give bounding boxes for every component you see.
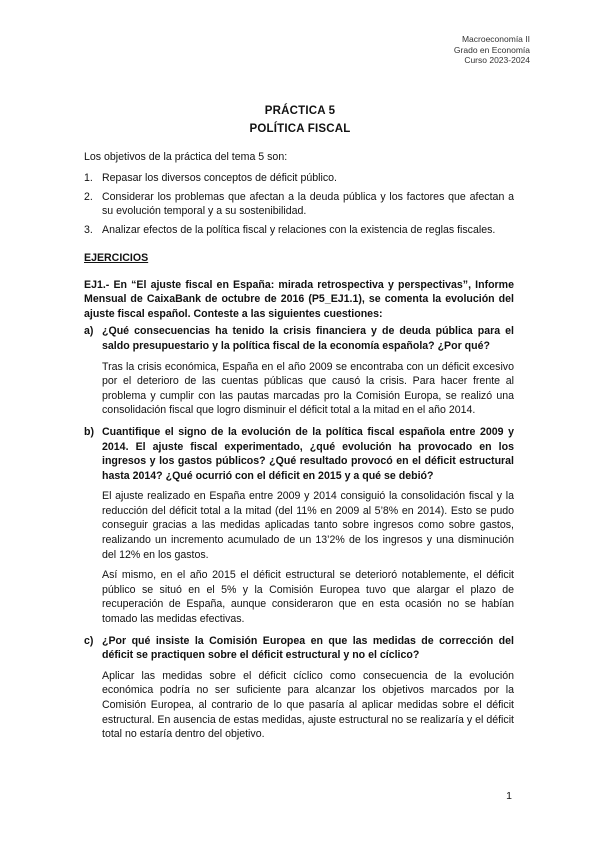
objectives-list	[84, 171, 514, 238]
course-header	[454, 34, 530, 66]
question-block	[84, 324, 514, 418]
question-text: ¿Qué consecuencias ha tenido la crisis financiera y de deuda pública para el saldo presupuestario y la política fiscal de la economía española? ¿Por qué?	[102, 325, 514, 352]
header-degree: Grado en Economía	[453, 44, 530, 55]
objective-item	[84, 190, 514, 219]
objective-number: 3.	[84, 224, 93, 237]
question	[84, 324, 514, 353]
question-block	[84, 425, 514, 627]
answer	[84, 489, 514, 626]
document-body	[84, 150, 514, 749]
question-text: ¿Por qué insiste la Comisión Europea en que las medidas de corrección del déficit se practiquen sobre el déficit estructural y no el cíclico?	[102, 634, 514, 662]
question-letter: a)	[84, 325, 94, 338]
answer-paragraph: Así mismo, en el año 2015 el déficit estructural se deterioró notablemente, el déficit público se situó en el 5% y la Comisión Europea tuvo que alargar el plazo de recuperación de España, aunque consideraron que en esta ocasión no se habían tomado las medidas efectivas.	[102, 569, 514, 626]
header-subject: Macroeconomía II	[461, 34, 530, 44]
answer-paragraph: Aplicar las medidas sobre el déficit cíclico como consecuencia de la evolución económica podría no ser suficiente para alcanzar los objetivos marcados por la Comisión Europea, al contrario de lo que pasaría al aplicar medidas sobre el déficit estructural. En ausencia de estas medidas, ajuste estructural no se realizaría y el déficit total no estaría dentro del objetivo.	[102, 669, 514, 741]
header-course-year: Curso 2023-2024	[464, 55, 530, 66]
objective-item	[84, 171, 514, 186]
question-letter: c)	[84, 634, 94, 647]
objective-number: 1.	[84, 171, 93, 184]
answer-paragraph: Tras la crisis económica, España en el año 2009 se encontraba con un déficit excesivo por el deterioro de las cuentas públicas que causó la crisis. Para hacer frente al problema y cumplir con las pautas marcadas pro la Comisión Europa, se realizó una consolidación fiscal que logro disminuir el déficit total a la mitad en el año 2014.	[102, 360, 514, 417]
page-number: 1	[506, 790, 512, 802]
answer-paragraph: El ajuste realizado en España entre 2009 y 2014 consiguió la consolidación fiscal y la reducción del déficit total a la mitad (del 11% en 2009 al 5’8% en 2014). Esto se pudo conseguir gracias a las medidas aplicadas tanto sobre ingresos como sobre gastos, realizando un incremento acumulado de un 13’2% de los ingresos y una disminución del 12% en los gastos.	[102, 490, 514, 561]
exercise-statement: EJ1.- En “El ajuste fiscal en España: mirada retrospectiva y perspectivas”, Informe Mensual de CaixaBank de octubre de 2016 (P5_EJ1.1), se comenta la evolución del ajuste fiscal español. Conteste a las siguientes cuestiones:	[84, 278, 514, 320]
question-block	[84, 634, 514, 742]
page-subtitle: POLÍTICA FISCAL	[249, 123, 351, 135]
objective-text: Considerar los problemas que afectan a la deuda pública y los factores que afectan a su evolución temporal y a su sostenibilidad.	[102, 190, 514, 218]
question-text: Cuantifique el signo de la evolución de la política fiscal española entre 2009 y 2014. El ajuste fiscal experimentado, ¿qué evolución ha provocado en los ingresos y los gastos públicos? ¿Qué resultado provocó en el déficit estructural hasta 2014? ¿Qué ocurrió con el déficit en 2015 y a qué se debió?	[102, 425, 514, 482]
question	[84, 425, 514, 483]
question-letter: b)	[84, 425, 94, 438]
objectives-intro: Los objetivos de la práctica del tema 5 son:	[84, 151, 288, 163]
objective-text: Repasar los diversos conceptos de déficit público.	[102, 171, 337, 184]
answer	[84, 360, 514, 418]
question	[84, 634, 514, 663]
answer	[84, 669, 514, 742]
objective-item	[84, 223, 514, 238]
objective-number: 2.	[84, 190, 93, 203]
section-heading: EJERCICIOS	[84, 251, 149, 264]
objective-text: Analizar efectos de la política fiscal y relaciones con la existencia de reglas fiscales.	[102, 224, 496, 237]
page-title: PRÁCTICA 5	[264, 105, 336, 117]
